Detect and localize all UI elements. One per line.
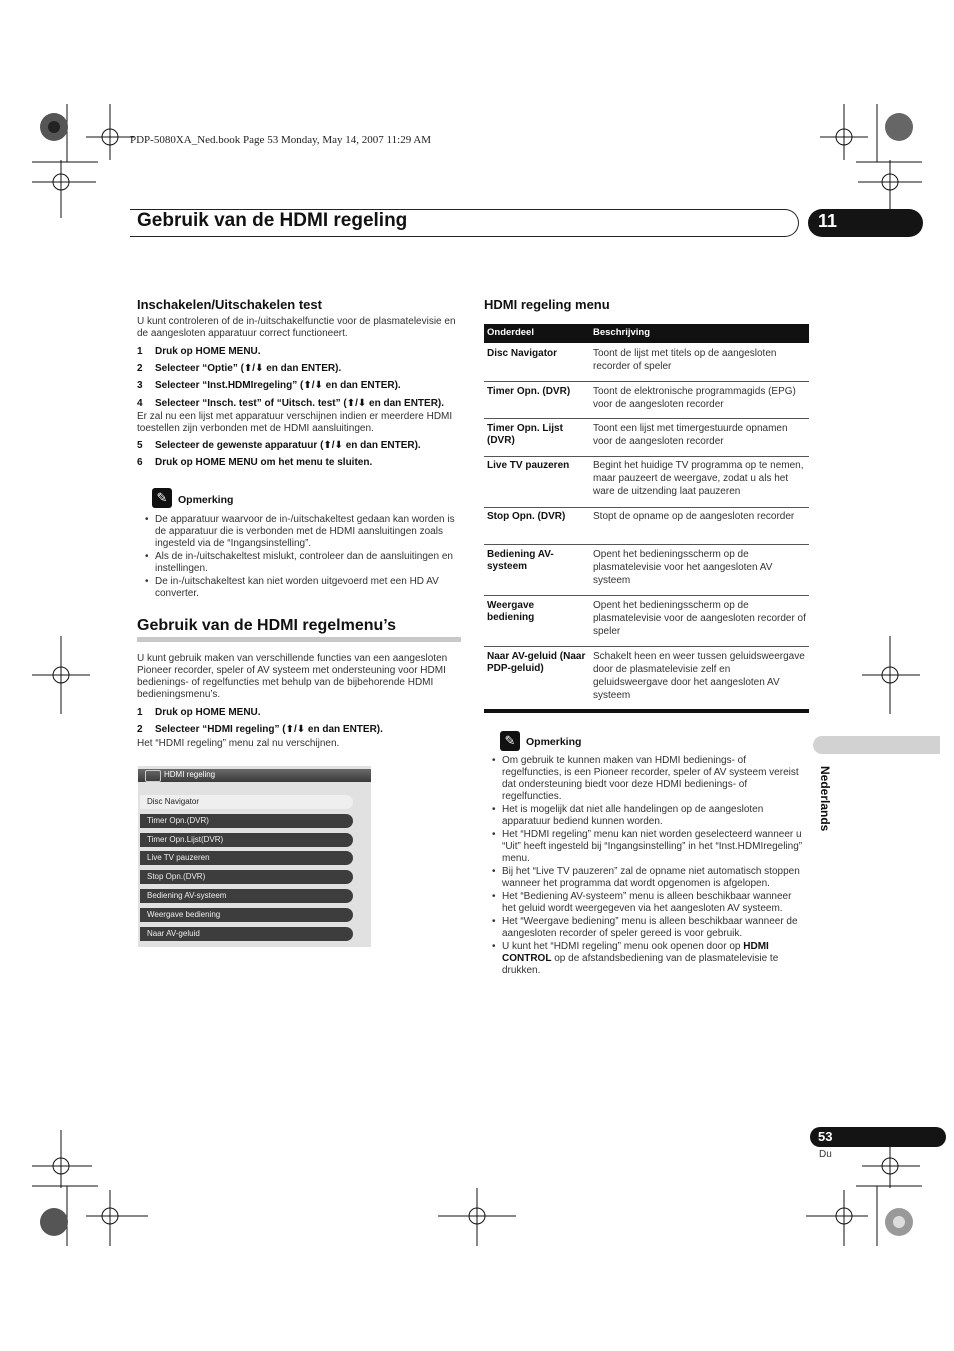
note-pencil-icon: ✎ bbox=[152, 488, 172, 508]
section-title-onoff-test: Inschakelen/Uitschakelen test bbox=[137, 297, 322, 312]
language-label: Nederlands bbox=[818, 766, 832, 832]
note-list bbox=[145, 514, 460, 601]
note-item: • Het “Weergave bediening” menu is alleen beschikbaar wanneer de aangesloten recorder of speler gereed is voor gebruik. bbox=[492, 916, 808, 940]
table-header bbox=[484, 324, 809, 343]
step-item: 1 Druk op HOME MENU. bbox=[137, 707, 261, 718]
note-item: • De in-/uitschakeltest kan niet worden uitgevoerd met een HD AV converter. bbox=[145, 576, 460, 600]
row-desc: Stopt de opname op de aangesloten recorder bbox=[593, 511, 795, 522]
table-row bbox=[484, 343, 809, 382]
menu-item: Naar AV-geluid bbox=[140, 927, 353, 941]
column-header: Onderdeel bbox=[487, 327, 534, 338]
table-row bbox=[484, 418, 809, 457]
row-desc: Opent het bedieningsscherm op de plasmatelevisie voor de aangesloten recorder of speler bbox=[593, 600, 806, 637]
row-item: Weergave bediening bbox=[487, 600, 535, 623]
step-item: 5 Selecteer de gewenste apparatuur (⬆/⬇ en dan ENTER). bbox=[137, 440, 421, 451]
step-note: Er zal nu een lijst met apparatuur verschijnen indien er meerdere HDMI toestellen zijn verbonden met de HDMI aansluitingen. bbox=[137, 411, 453, 434]
note-pencil-icon: ✎ bbox=[500, 731, 520, 751]
menu-item: Live TV pauzeren bbox=[140, 851, 353, 865]
table-row bbox=[484, 544, 809, 596]
menu-header bbox=[138, 769, 371, 782]
note-item: • De apparatuur waarvoor de in-/uitschakeltest gedaan kan worden is de apparatuur die is verbonden met de HDMI aansluitingen zoals ingesteld via de “Ingangsinstelling”. bbox=[145, 514, 460, 550]
note-label: Opmerking bbox=[526, 736, 582, 748]
language-tab bbox=[813, 736, 940, 754]
note-item: • Het “HDMI regeling” menu kan niet worden geselecteerd wanneer u “Uit” heeft ingesteld bij “Ingangsinstelling” in het “Inst.HDMIregeling” menu. bbox=[492, 829, 808, 865]
step-item: 3 Selecteer “Inst.HDMIregeling” (⬆/⬇ en dan ENTER). bbox=[137, 380, 401, 391]
note-item: • U kunt het “HDMI regeling” menu ook openen door op HDMI CONTROL op de afstandsbediening van de plasmatelevisie te drukken. bbox=[492, 941, 808, 977]
row-item: Timer Opn. Lijst (DVR) bbox=[487, 423, 563, 446]
note-item: • Als de in-/uitschakeltest mislukt, controleer dan de aansluitingen en instellingen. bbox=[145, 551, 460, 575]
row-item: Bediening AV-systeem bbox=[487, 549, 554, 572]
row-item: Timer Opn. (DVR) bbox=[487, 386, 571, 397]
step-item: 6 Druk op HOME MENU om het menu te sluiten. bbox=[137, 457, 373, 468]
section-intro: U kunt gebruik maken van verschillende functies van een aangesloten Pioneer recorder, speler of AV systeem met ondersteuning voor HDMI bedienings- of regelfuncties met behulp van de bijbehorende HDMI bedieningsmenu’s. bbox=[137, 653, 448, 700]
row-desc: Begint het huidige TV programma op te nemen, maar pauzeert de weergave, zodat u als het ware de uitzending laat pauzeren bbox=[593, 460, 804, 497]
book-info-line: PDP-5080XA_Ned.book Page 53 Monday, May 14, 2007 11:29 AM bbox=[130, 134, 432, 146]
table-row bbox=[484, 646, 809, 709]
chapter-title: Gebruik van de HDMI regeling bbox=[137, 210, 408, 231]
section-title-menus: Gebruik van de HDMI regelmenu’s bbox=[137, 617, 397, 634]
table-row bbox=[484, 456, 809, 508]
hdmi-menu-screenshot bbox=[138, 766, 371, 947]
row-desc: Schakelt heen en weer tussen geluidsweergave door de plasmatelevisie zelf en geluidsweergave door het aangesloten AV systeem bbox=[593, 651, 805, 701]
tv-icon bbox=[145, 770, 161, 782]
step-item: 2 Selecteer “HDMI regeling” (⬆/⬇ en dan ENTER). bbox=[137, 724, 383, 735]
step-note: Het “HDMI regeling” menu zal nu verschijnen. bbox=[137, 738, 340, 749]
row-desc: Toont de lijst met titels op de aangesloten recorder of speler bbox=[593, 348, 777, 372]
chapter-number: 11 bbox=[818, 211, 838, 231]
column-header: Beschrijving bbox=[593, 327, 651, 338]
row-item: Disc Navigator bbox=[487, 348, 558, 359]
menu-item: Weergave bediening bbox=[140, 908, 353, 922]
note-item: • Bij het “Live TV pauzeren” zal de opname niet automatisch stoppen wanneer het programma dat wordt opgenomen is afgelopen. bbox=[492, 866, 808, 890]
row-item: Live TV pauzeren bbox=[487, 460, 570, 471]
step-item: 4 Selecteer “Insch. test” of “Uitsch. test” (⬆/⬇ en dan ENTER). bbox=[137, 398, 445, 409]
row-item: Naar AV-geluid (Naar PDP-geluid) bbox=[487, 651, 586, 674]
table-row bbox=[484, 595, 809, 647]
row-desc: Toont de elektronische programmagids (EPG) voor de aangesloten recorder bbox=[593, 386, 796, 410]
section-intro: U kunt controleren of de in-/uitschakelfunctie voor de plasmatelevisie en de aangesloten apparatuur correct functioneert. bbox=[137, 316, 456, 339]
note-label: Opmerking bbox=[178, 494, 234, 506]
menu-title: HDMI regeling bbox=[164, 770, 216, 779]
page-number: 53 bbox=[818, 1129, 833, 1144]
table-row bbox=[484, 507, 809, 545]
menu-item: Timer Opn.Lijst(DVR) bbox=[140, 833, 353, 847]
menu-item: Disc Navigator bbox=[140, 795, 353, 809]
menu-item: Bediening AV-systeem bbox=[140, 889, 353, 903]
menu-item: Timer Opn.(DVR) bbox=[140, 814, 353, 828]
table-row bbox=[484, 381, 809, 419]
table-bottom-rule bbox=[484, 709, 809, 713]
step-item: 1 Druk op HOME MENU. bbox=[137, 346, 261, 357]
page-language-code: Du bbox=[819, 1149, 832, 1160]
step-item: 2 Selecteer “Optie” (⬆/⬇ en dan ENTER). bbox=[137, 363, 342, 374]
section-rule bbox=[137, 637, 461, 642]
row-desc: Toont een lijst met timergestuurde opnamen voor de aangesloten recorder bbox=[593, 423, 788, 447]
note-item: • Om gebruik te kunnen maken van HDMI bedienings- of regelfuncties, is een Pioneer recorder, speler of AV systeem vereist dat ondersteuning biedt voor deze HDMI bedienings- of regelfuncties. bbox=[492, 755, 808, 803]
note-item: • Het “Bediening AV-systeem” menu is alleen beschikbaar wanneer het geluid wordt weergegeven via het aangesloten AV systeem. bbox=[492, 891, 808, 915]
row-desc: Opent het bedieningsscherm op de plasmatelevisie voor het aangesloten AV systeem bbox=[593, 549, 773, 586]
note-list bbox=[492, 755, 808, 978]
note-item: • Het is mogelijk dat niet alle handelingen op de aangesloten apparatuur bediend kunnen worden. bbox=[492, 804, 808, 828]
menu-item: Stop Opn.(DVR) bbox=[140, 870, 353, 884]
section-title-hdmi-menu: HDMI regeling menu bbox=[484, 297, 610, 312]
row-item: Stop Opn. (DVR) bbox=[487, 511, 566, 522]
